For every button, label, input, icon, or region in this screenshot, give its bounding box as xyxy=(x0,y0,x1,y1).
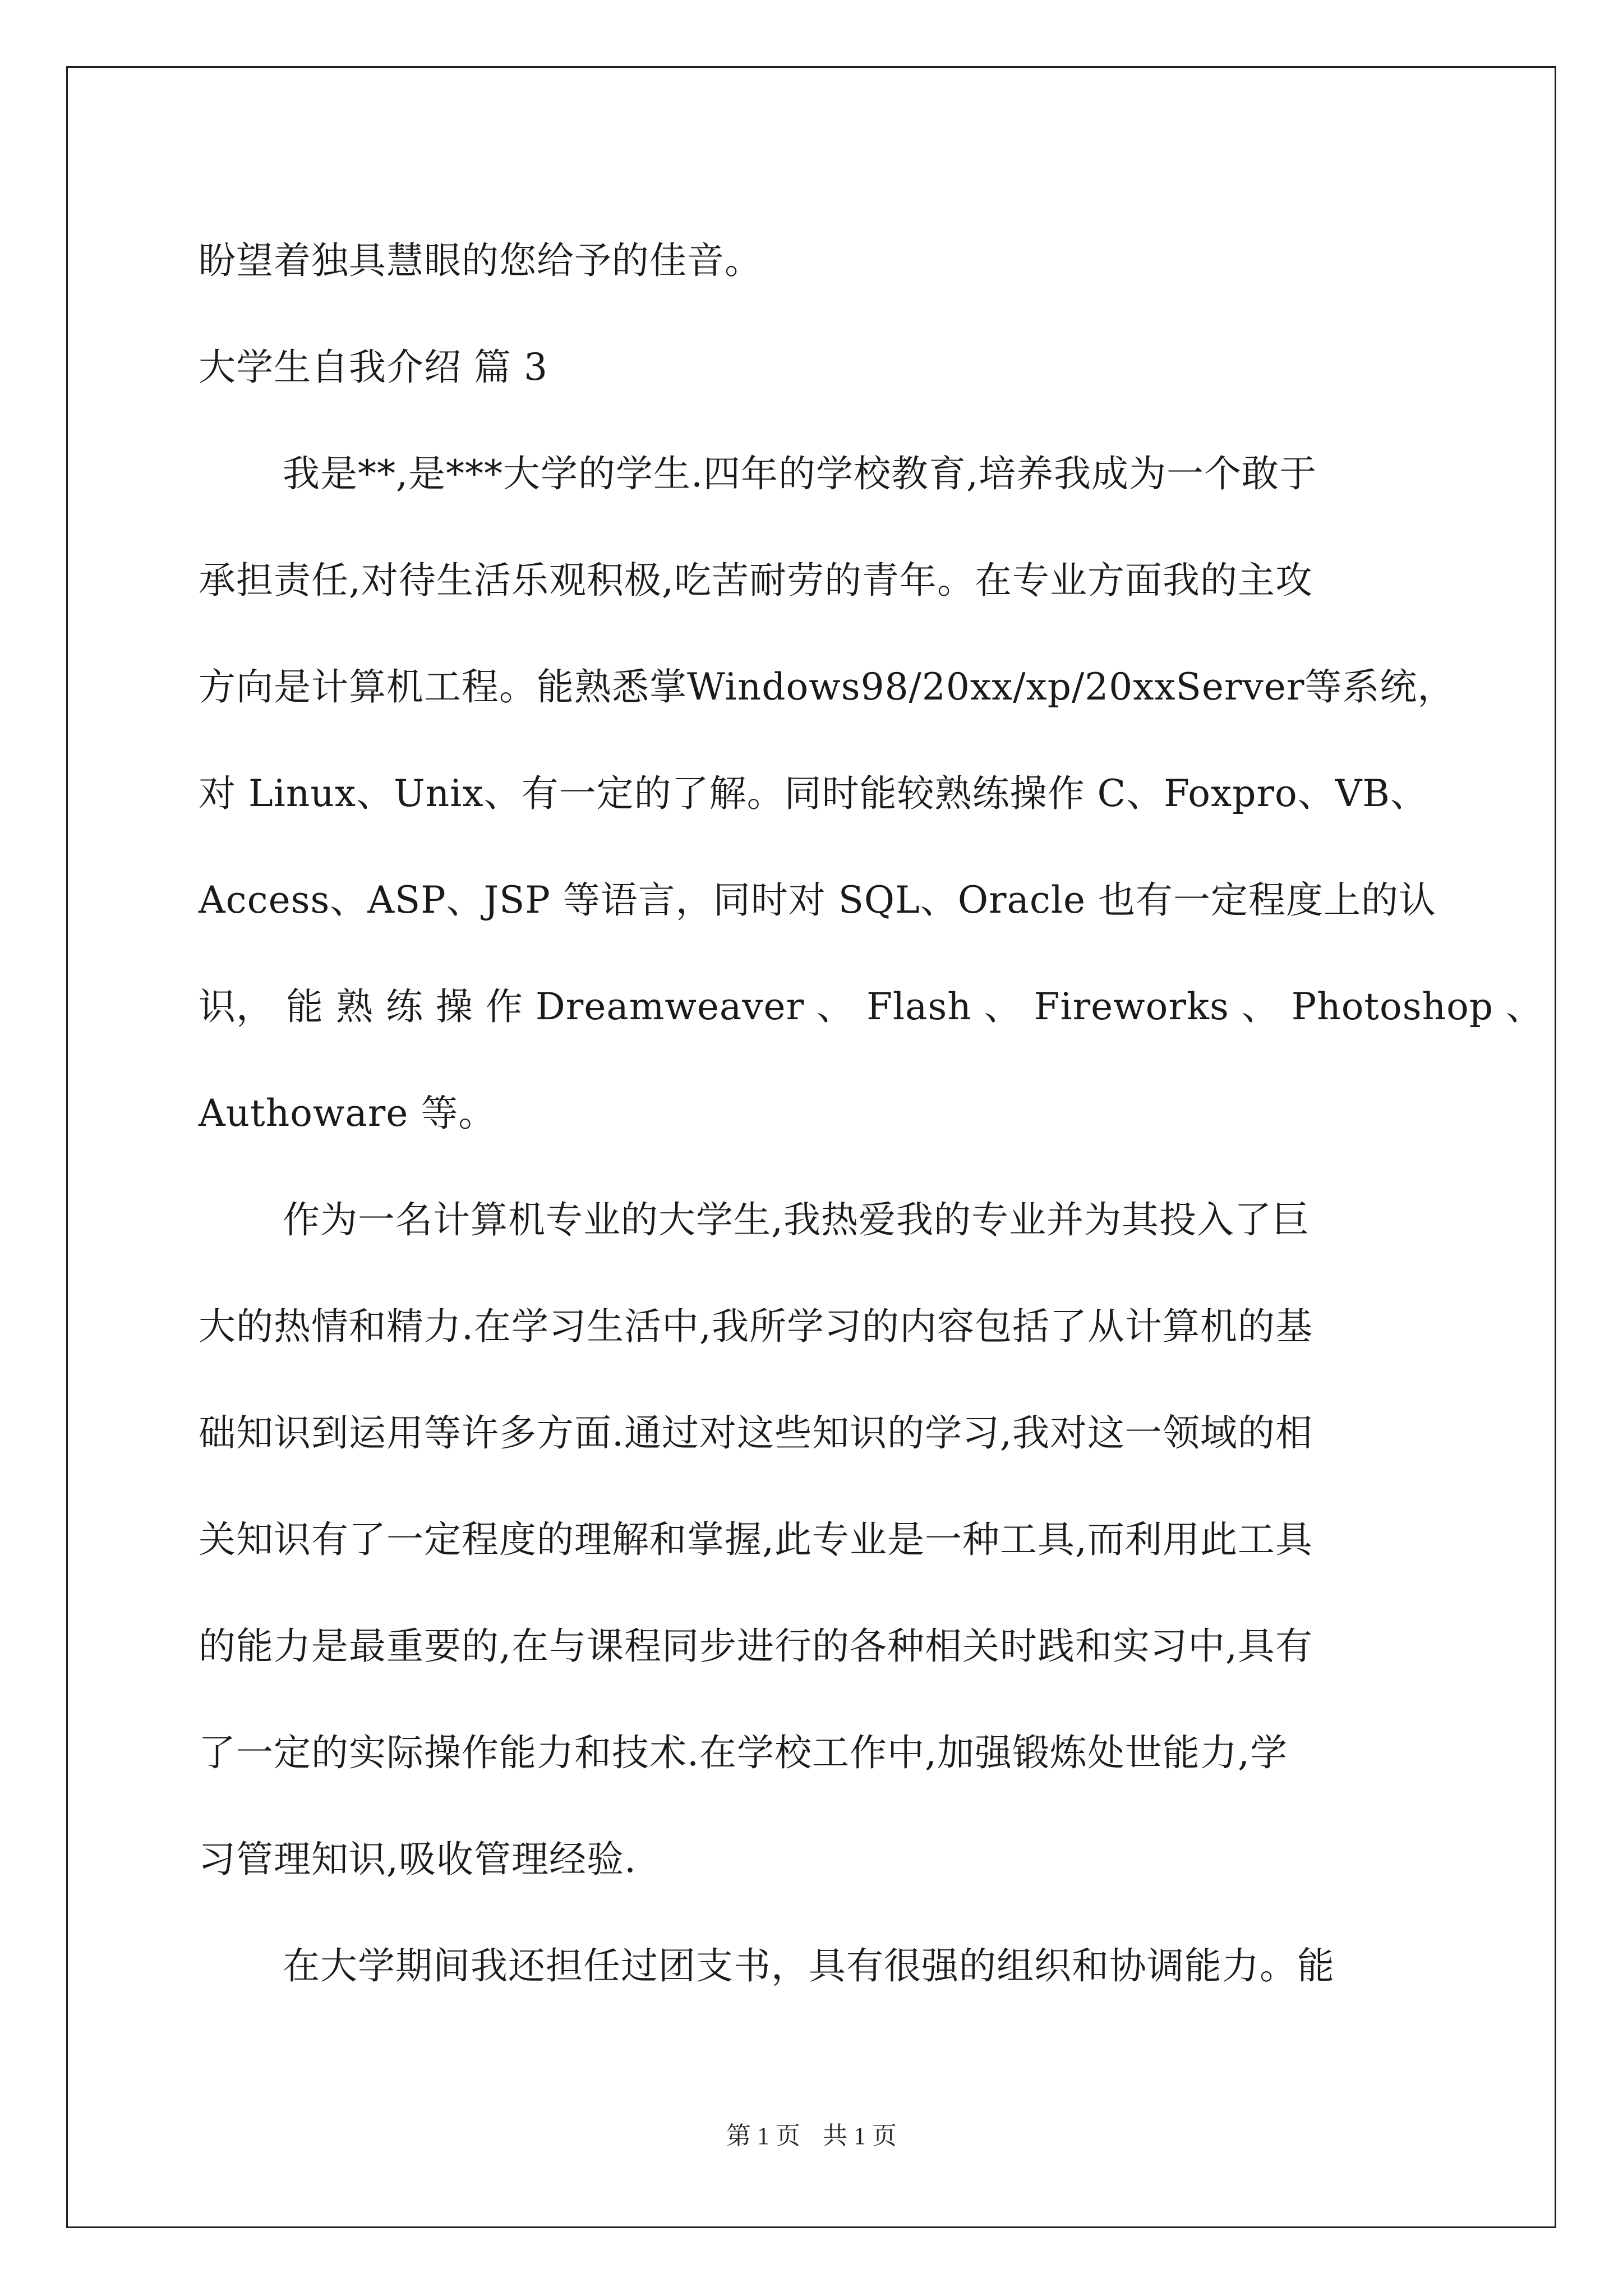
text-line: 承担责任,对待生活乐观积极,吃苦耐劳的青年。在专业方面我的主攻 xyxy=(199,559,1313,602)
page-footer xyxy=(0,2119,1623,2153)
document-body xyxy=(199,208,1544,2019)
section-heading: 大学生自我介绍 篇 3 xyxy=(199,346,548,389)
text-line: 方向是计算机工程。能熟悉掌Windows98/20xx/xp/20xxServer等系统， xyxy=(199,665,1455,708)
text-line: 的能力是最重要的,在与课程同步进行的各种相关时践和实习中,具有 xyxy=(199,1625,1313,1668)
text-line: 习管理知识,吸收管理经验. xyxy=(199,1838,637,1881)
text-line: 对 Linux、Unix、有一定的了解。同时能较熟练操作 C、Foxpro、VB、 xyxy=(199,772,1428,815)
page-number-current: 第 1 页 xyxy=(726,2122,800,2150)
text-line: Authoware 等。 xyxy=(199,1092,496,1135)
text-line: 作为一名计算机专业的大学生,我热爱我的专业并为其投入了巨 xyxy=(283,1198,1310,1241)
text-line: 我是**,是***大学的学生.四年的学校教育,培养我成为一个敢于 xyxy=(283,452,1317,495)
text-line: 识， 能 熟 练 操 作 Dreamweaver 、 Flash 、 Fireworks 、 Photoshop 、 xyxy=(199,985,1544,1028)
page-number-total: 共 1 页 xyxy=(823,2122,897,2150)
text-line: 大的热情和精力.在学习生活中,我所学习的内容包括了从计算机的基 xyxy=(199,1305,1313,1348)
text-line: 础知识到运用等许多方面.通过对这些知识的学习,我对这一领域的相 xyxy=(199,1411,1313,1455)
text-line: 了一定的实际操作能力和技术.在学校工作中,加强锻炼处世能力,学 xyxy=(199,1731,1288,1774)
text-line: Access、ASP、JSP 等语言，同时对 SQL、Oracle 也有一定程度上的认 xyxy=(199,878,1436,922)
text-line: 在大学期间我还担任过团支书，具有很强的组织和协调能力。能 xyxy=(283,1944,1335,1987)
text-line: 盼望着独具慧眼的您给予的佳音。 xyxy=(199,239,762,282)
text-line: 关知识有了一定程度的理解和掌握,此专业是一种工具,而利用此工具 xyxy=(199,1518,1313,1561)
